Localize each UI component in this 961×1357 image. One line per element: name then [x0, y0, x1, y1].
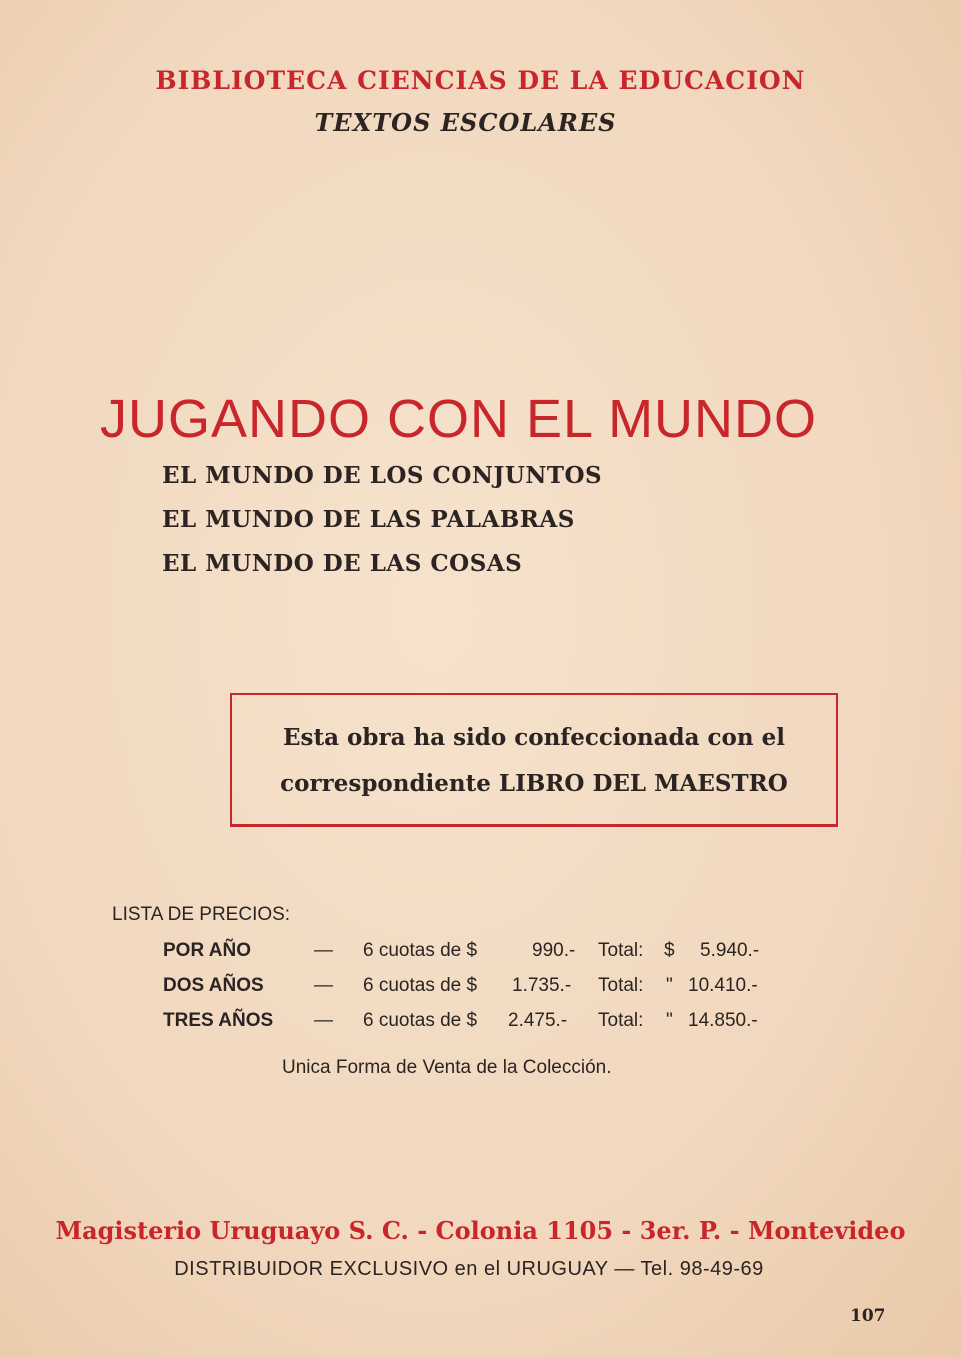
price-plan: POR AÑO: [163, 940, 251, 961]
price-list-heading: LISTA DE PRECIOS:: [112, 904, 291, 925]
price-installments: 6 cuotas de $: [363, 1010, 478, 1031]
price-dash: —: [314, 1010, 333, 1031]
price-total-sign: ": [666, 975, 673, 996]
price-dash: —: [314, 975, 333, 996]
page-number: 107: [850, 1306, 886, 1326]
subtitle-cosas: EL MUNDO DE LAS COSAS: [162, 550, 523, 577]
price-amount: 2.475.-: [508, 1010, 568, 1031]
publisher-line: Magisterio Uruguayo S. C. - Colonia 1105 - 3er. P. - Montevideo: [55, 1216, 906, 1245]
book-title: JUGANDO CON EL MUNDO: [100, 389, 818, 449]
subtitle-palabras: EL MUNDO DE LAS PALABRAS: [162, 506, 575, 533]
price-total: 5.940.-: [700, 940, 760, 961]
price-total: 10.410.-: [688, 975, 758, 996]
price-total-sign: $: [664, 940, 675, 961]
price-total-label: Total:: [598, 940, 644, 961]
price-total-label: Total:: [598, 1010, 644, 1031]
notice-line-2: correspondiente LIBRO DEL MAESTRO: [280, 770, 788, 797]
price-total-sign: ": [666, 1010, 673, 1031]
collection-title: TEXTOS ESCOLARES: [314, 108, 617, 137]
series-title: BIBLIOTECA CIENCIAS DE LA EDUCACION: [155, 66, 806, 95]
price-dash: —: [314, 940, 333, 961]
price-installments: 6 cuotas de $: [363, 940, 478, 961]
subtitle-conjuntos: EL MUNDO DE LOS CONJUNTOS: [162, 462, 603, 489]
price-amount: 1.735.-: [512, 975, 572, 996]
price-amount: 990.-: [532, 940, 576, 961]
sales-note: Unica Forma de Venta de la Colección.: [282, 1057, 612, 1078]
price-plan: DOS AÑOS: [163, 975, 264, 996]
price-installments: 6 cuotas de $: [363, 975, 478, 996]
price-total-label: Total:: [598, 975, 644, 996]
notice-line-1: Esta obra ha sido confeccionada con el: [283, 724, 785, 751]
distributor-line: DISTRIBUIDOR EXCLUSIVO en el URUGUAY — Tel. 98-49-69: [174, 1258, 764, 1280]
price-total: 14.850.-: [688, 1010, 758, 1031]
notice-box: [230, 693, 838, 827]
price-plan: TRES AÑOS: [163, 1010, 274, 1031]
